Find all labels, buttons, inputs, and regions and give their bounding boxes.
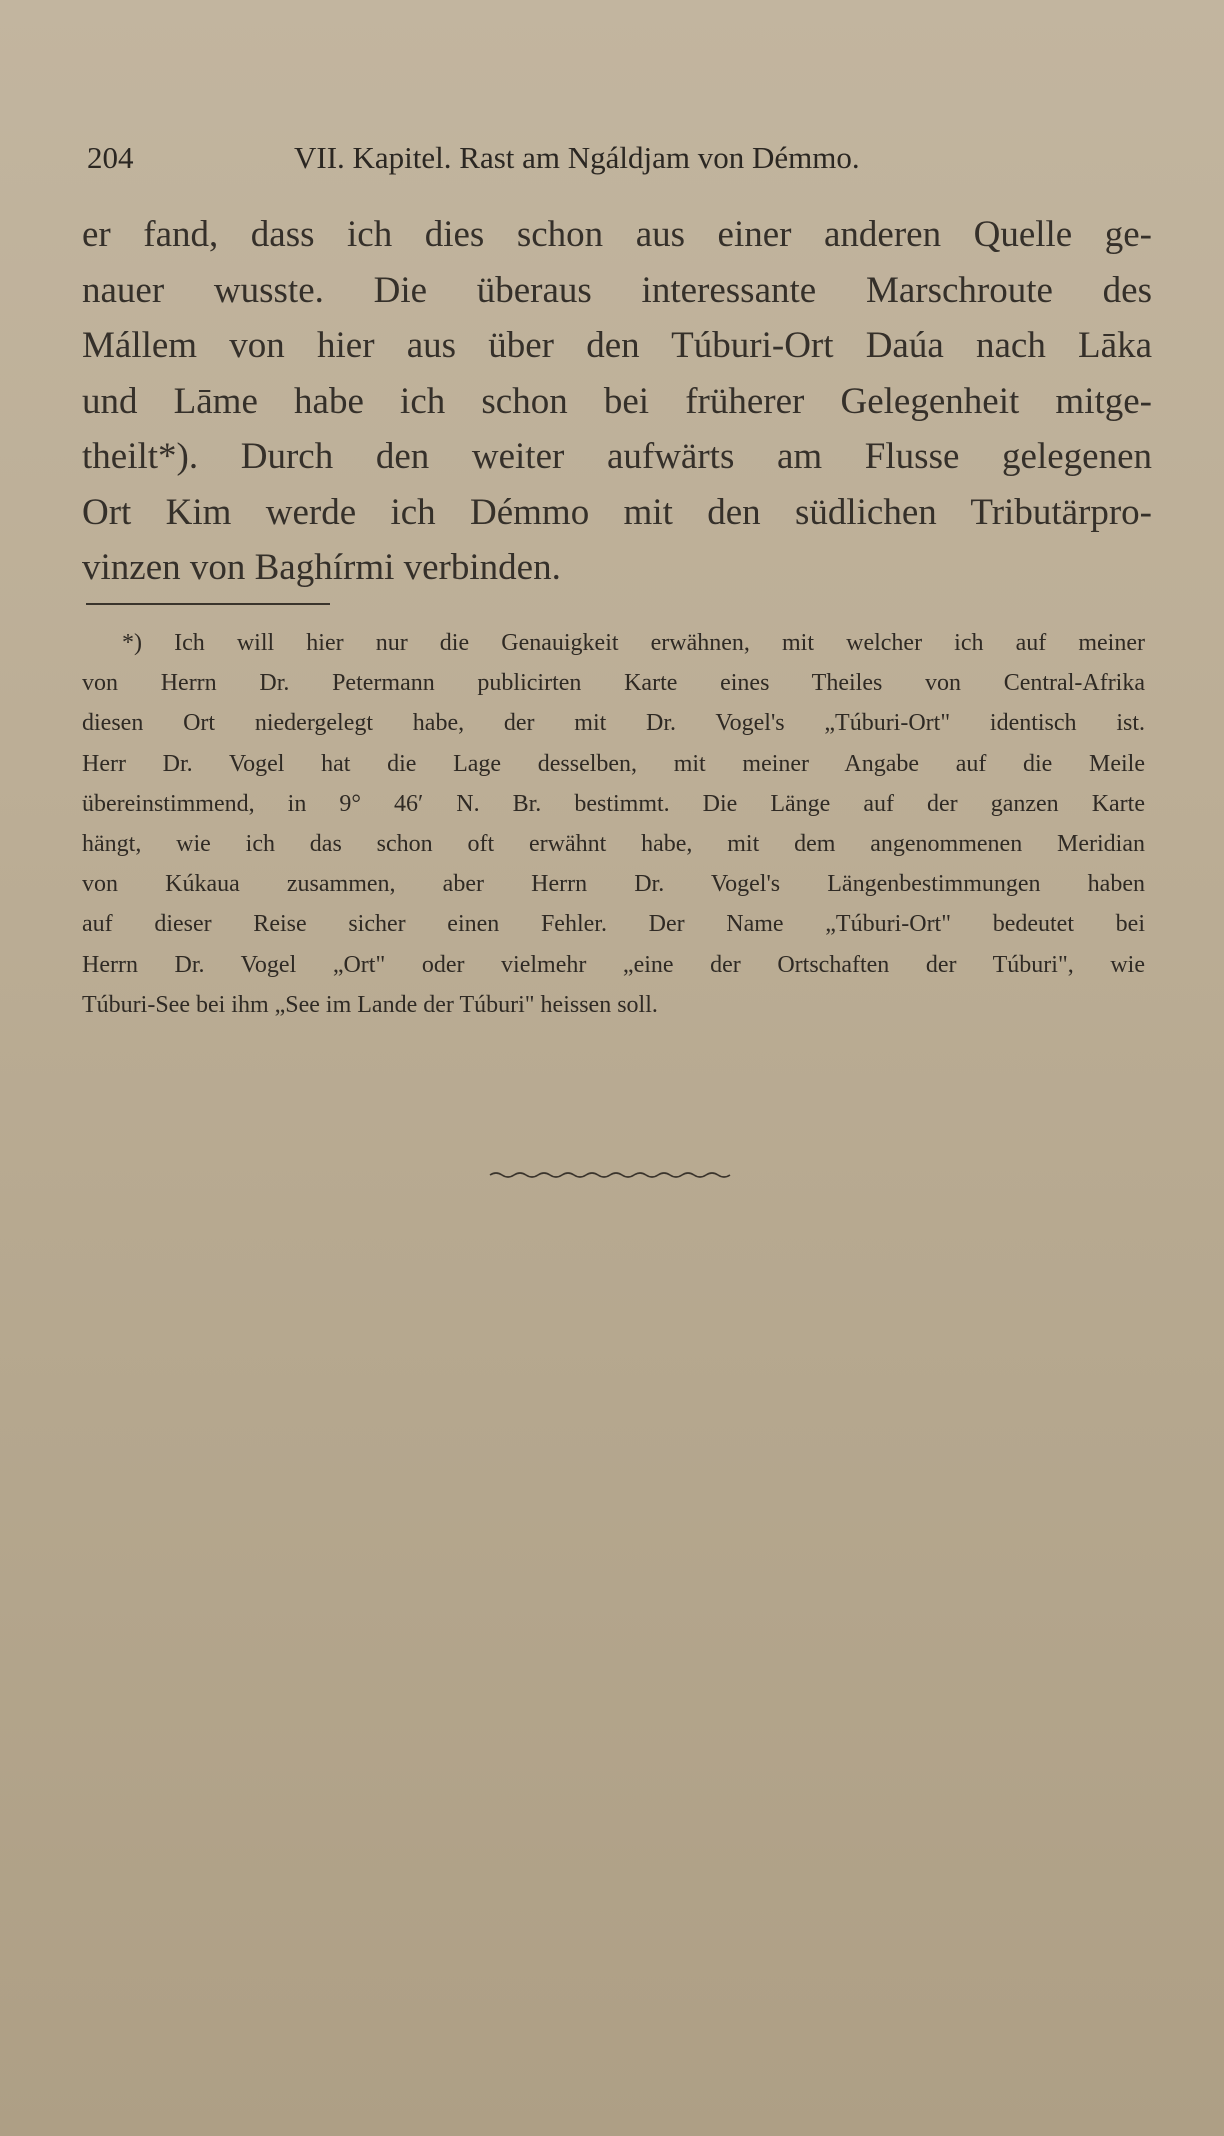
body-line: er fand, dass ich dies schon aus einer anderen Quelle ge- bbox=[82, 214, 1152, 255]
body-line: theilt*). Durch den weiter aufwärts am Flusse gelegenen bbox=[82, 436, 1152, 477]
footnote-line: von Herrn Dr. Petermann publicirten Karte eines Theiles von Central-Afrika bbox=[82, 670, 1145, 697]
body-line: Mállem von hier aus über den Túburi-Ort Daúa nach Lāka bbox=[82, 325, 1152, 366]
running-title: VII. Kapitel. Rast am Ngáldjam von Démmo. bbox=[294, 140, 860, 175]
footnote-line: *) Ich will hier nur die Genauigkeit erwähnen, mit welcher ich auf meiner bbox=[122, 630, 1145, 656]
footnote-separator bbox=[86, 603, 330, 605]
body-line: nauer wusste. Die überaus interessante Marschroute des bbox=[82, 269, 1152, 311]
footnote-line: hängt, wie ich das schon oft erwähnt habe, mit dem angenommenen Meridian bbox=[82, 830, 1145, 857]
footnote-line: diesen Ort niedergelegt habe, der mit Dr. Vogel's „Túburi-Ort" identisch ist. bbox=[82, 710, 1145, 737]
footnote-line: von Kúkaua zusammen, aber Herrn Dr. Vogel's Längenbestimmungen haben bbox=[82, 871, 1145, 898]
footnote-line: übereinstimmend, in 9° 46′ N. Br. bestimmt. Die Länge auf der ganzen Karte bbox=[82, 790, 1145, 817]
body-text bbox=[82, 207, 1152, 596]
end-ornament bbox=[488, 1170, 736, 1180]
page-header bbox=[87, 140, 1157, 180]
body-line: und Lāme habe ich schon bei früherer Gelegenheit mitge- bbox=[82, 380, 1152, 422]
footnote-line: auf dieser Reise sicher einen Fehler. Der Name „Túburi-Ort" bedeutet bei bbox=[82, 911, 1145, 938]
body-line: vinzen von Baghírmi verbinden. bbox=[82, 547, 561, 588]
footnote-line: Herrn Dr. Vogel „Ort" oder vielmehr „eine der Ortschaften der Túburi", wie bbox=[82, 951, 1145, 978]
footnote-line: Túburi-See bei ihm „See im Lande der Túburi" heissen soll. bbox=[82, 991, 658, 1018]
footnote-line: Herr Dr. Vogel hat die Lage desselben, mit meiner Angabe auf die Meile bbox=[82, 750, 1145, 777]
body-line: Ort Kim werde ich Démmo mit den südlichen Tributärpro- bbox=[82, 491, 1152, 533]
page-number: 204 bbox=[87, 140, 134, 175]
footnote bbox=[82, 623, 1145, 1025]
